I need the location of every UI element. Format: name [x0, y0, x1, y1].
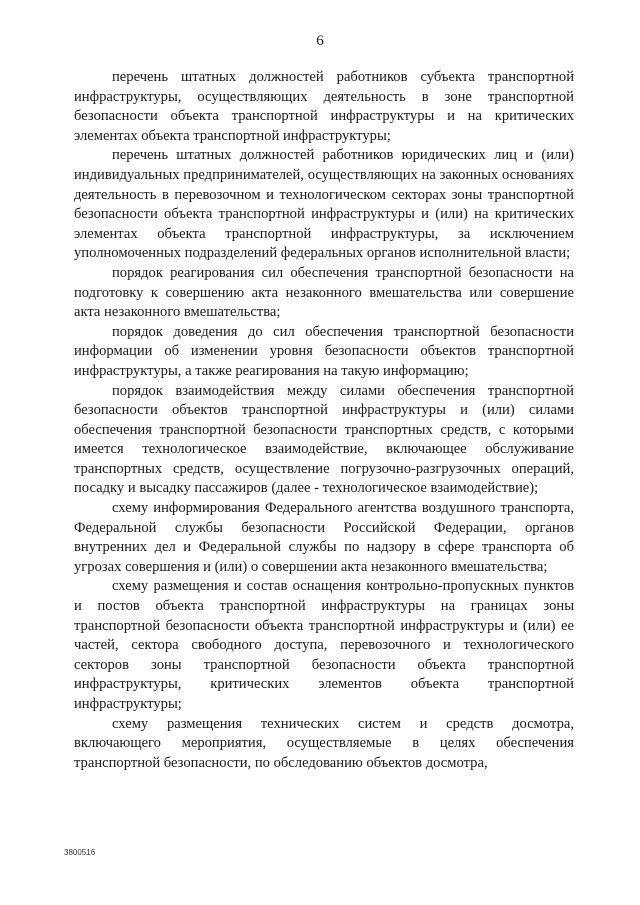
paragraph: порядок взаимодействия между силами обеспечения транспортной безопасности объектов транспортной инфраструктуры и (или) силами обеспечения транспортной безопасности транспортных средств, с которыми имеется технологическое взаимодействие, включающее обслуживание транспортных средств, осуществление погрузочно-разгрузочных операций, посадку и высадку пассажиров (далее - технологическое взаимодействие);	[74, 382, 574, 497]
paragraph: перечень штатных должностей работников юридических лиц и (или) индивидуальных предпринимателей, осуществляющих на законных основаниях деятельность в перевозочном и технологическом секторах зоны транспортной безопасности объекта транспортной инфраструктуры и (или) на критических элементах объекта транспортной инфраструктуры, за исключением уполномоченных подразделений федеральных органов исполнительной власти;	[74, 147, 574, 262]
paragraph: схему размещения и состав оснащения контрольно-пропускных пунктов и постов объекта транспортной инфраструктуры на границах зоны транспортной безопасности объекта транспортной инфраструктуры и (или) ее частей, сектора свободного доступа, перевозочного и технологического секторов зоны транспортной безопасности объекта транспортной инфраструктуры, критических элементов объекта транспортной инфраструктуры;	[74, 578, 574, 712]
document-body	[74, 68, 574, 773]
paragraph: порядок доведения до сил обеспечения транспортной безопасности информации об изменении уровня безопасности объектов транспортной инфраструктуры, а также реагирования на такую информацию;	[74, 323, 574, 379]
paragraph: схему размещения технических систем и средств досмотра, включающего мероприятия, осуществляемые в целях обеспечения транспортной безопасности, по обследованию объектов досмотра,	[74, 715, 574, 771]
paragraph: схему информирования Федерального агентства воздушного транспорта, Федеральной службы безопасности Российской Федерации, органов внутренних дел и Федеральной службы по надзору в сфере транспорта об угрозах совершения и (или) о совершении акта незаконного вмешательства;	[74, 500, 574, 575]
paragraph: порядок реагирования сил обеспечения транспортной безопасности на подготовку к совершению акта незаконного вмешательства или совершение акта незаконного вмешательства;	[74, 264, 574, 321]
paragraph: перечень штатных должностей работников субъекта транспортной инфраструктуры, осуществляющих деятельность в зоне транспортной безопасности объекта транспортной инфраструктуры и на критических элементах объекта транспортной инфраструктуры;	[74, 69, 574, 144]
page-number: 6	[316, 33, 324, 49]
document-code: 3800516	[64, 848, 96, 857]
